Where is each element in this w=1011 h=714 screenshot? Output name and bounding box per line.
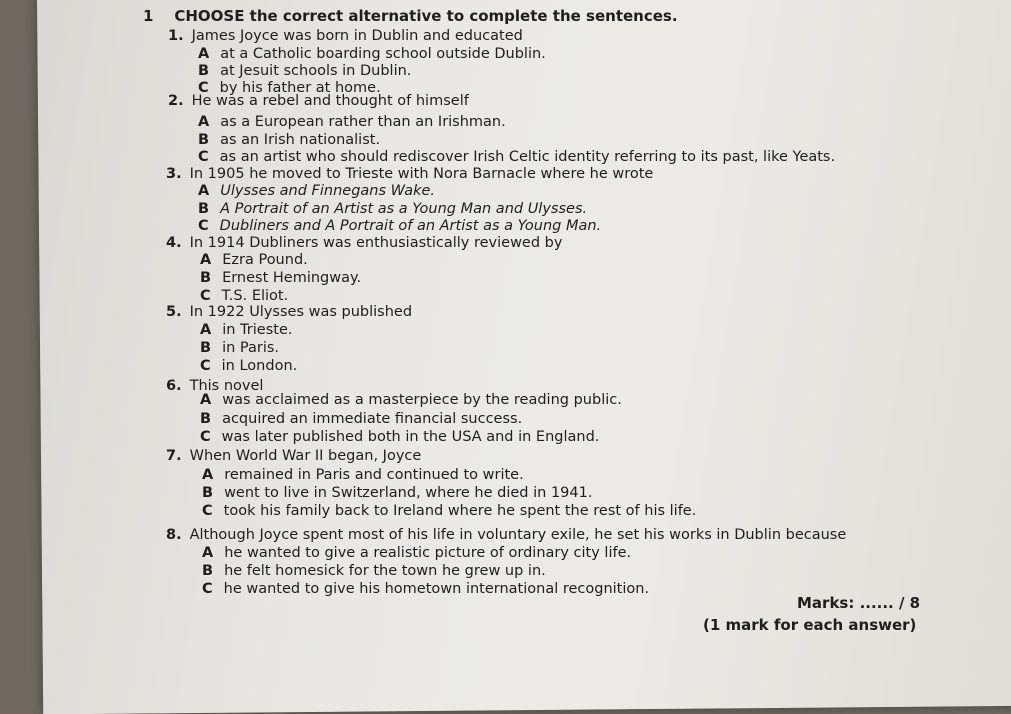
question-7-option-c	[202, 503, 696, 519]
option-text: was later published both in the USA and in England.	[221, 429, 600, 445]
question-number: 6.	[166, 378, 182, 394]
option-text: went to live in Switzerland, where he died in 1941.	[224, 485, 593, 501]
option-text: he felt homesick for the town he grew up in.	[224, 563, 546, 579]
question-5-option-c	[200, 358, 297, 374]
marks-label: Marks: ...... / 8	[797, 594, 921, 612]
question-3-option-c	[198, 218, 601, 234]
question-stem: This novel	[189, 378, 264, 394]
question-6-option-c	[200, 429, 599, 445]
option-text: in Trieste.	[222, 322, 293, 338]
option-letter: A	[200, 322, 212, 338]
question-stem: He was a rebel and thought of himself	[191, 93, 469, 109]
question-number: 8.	[166, 527, 182, 543]
question-4-option-b	[200, 270, 361, 286]
question-2	[168, 93, 469, 109]
question-1-option-a	[198, 46, 546, 62]
question-stem: James Joyce was born in Dublin and educated	[191, 28, 523, 44]
question-4	[166, 235, 562, 251]
question-8-option-c	[202, 581, 649, 597]
option-letter: B	[200, 340, 212, 356]
option-text: as a European rather than an Irishman.	[220, 114, 506, 130]
option-text: Ezra Pound.	[222, 252, 308, 268]
question-6-option-b	[200, 411, 522, 427]
question-2-option-a	[198, 114, 506, 130]
option-letter: B	[198, 63, 210, 79]
option-text: as an artist who should rediscover Irish Celtic identity referring to its past, like Yeats.	[219, 149, 836, 165]
question-number: 3.	[166, 166, 182, 182]
option-text: T.S. Eliot.	[221, 288, 289, 304]
option-text: he wanted to give a realistic picture of ordinary city life.	[224, 545, 632, 561]
option-letter: C	[202, 581, 213, 597]
option-text: was acclaimed as a masterpiece by the reading public.	[222, 392, 622, 408]
option-text: acquired an immediate financial success.	[222, 411, 523, 427]
question-number: 1.	[168, 28, 184, 44]
option-letter: B	[198, 201, 210, 217]
option-letter: B	[200, 411, 212, 427]
exercise-instruction: CHOOSE the correct alternative to complete the sentences.	[174, 7, 678, 25]
question-5	[166, 304, 412, 320]
question-3-option-b	[198, 201, 587, 217]
question-4-option-a	[200, 252, 308, 268]
question-5-option-a	[200, 322, 292, 338]
exercise-header	[143, 7, 678, 25]
question-stem: In 1922 Ulysses was published	[189, 304, 413, 320]
question-6-option-a	[200, 392, 622, 408]
option-letter: C	[200, 429, 211, 445]
option-letter: A	[198, 183, 210, 199]
option-text: Ernest Hemingway.	[222, 270, 362, 286]
option-text: took his family back to Ireland where he spent the rest of his life.	[223, 503, 697, 519]
question-stem: In 1914 Dubliners was enthusiastically reviewed by	[189, 235, 563, 251]
option-letter: B	[200, 270, 212, 286]
question-8	[166, 527, 846, 543]
question-3	[166, 166, 653, 182]
question-1-option-b	[198, 63, 411, 79]
option-letter: C	[198, 218, 209, 234]
option-letter: C	[198, 80, 209, 96]
option-text: in Paris.	[222, 340, 280, 356]
question-7	[166, 448, 421, 464]
question-stem: When World War II began, Joyce	[189, 448, 422, 464]
question-4-option-c	[200, 288, 288, 304]
question-7-option-a	[202, 467, 524, 483]
option-letter: B	[202, 485, 214, 501]
question-1	[168, 28, 523, 44]
question-stem: In 1905 he moved to Trieste with Nora Barnacle where he wrote	[189, 166, 654, 182]
option-text: at a Catholic boarding school outside Dublin.	[220, 46, 546, 62]
option-letter: B	[198, 132, 210, 148]
question-2-option-c	[198, 149, 835, 165]
option-letter: C	[202, 503, 213, 519]
option-letter: C	[200, 288, 211, 304]
question-2-option-b	[198, 132, 380, 148]
option-letter: A	[198, 46, 210, 62]
question-number: 2.	[168, 93, 184, 109]
option-letter: C	[198, 149, 209, 165]
option-text: at Jesuit schools in Dublin.	[220, 63, 412, 79]
option-letter: A	[198, 114, 210, 130]
option-text: Dubliners and A Portrait of an Artist as a Young Man.	[219, 218, 602, 234]
option-letter: A	[202, 545, 214, 561]
option-text: in London.	[221, 358, 298, 374]
option-letter: C	[200, 358, 211, 374]
option-text: A Portrait of an Artist as a Young Man and Ulysses.	[220, 201, 588, 217]
option-letter: A	[202, 467, 214, 483]
exercise-number: 1	[143, 7, 154, 25]
option-letter: B	[202, 563, 214, 579]
question-3-option-a	[198, 183, 435, 199]
question-5-option-b	[200, 340, 279, 356]
option-letter: A	[200, 252, 212, 268]
option-text: he wanted to give his hometown international recognition.	[223, 581, 650, 597]
question-number: 4.	[166, 235, 182, 251]
question-7-option-b	[202, 485, 592, 501]
marks-note: (1 mark for each answer)	[703, 616, 917, 634]
option-text: remained in Paris and continued to write.	[224, 467, 524, 483]
option-letter: A	[200, 392, 212, 408]
option-text: Ulysses and Finnegans Wake.	[220, 183, 436, 199]
question-number: 7.	[166, 448, 182, 464]
option-text: as an Irish nationalist.	[220, 132, 381, 148]
question-8-option-b	[202, 563, 546, 579]
question-8-option-a	[202, 545, 631, 561]
option-text: by his father at home.	[219, 80, 381, 96]
question-number: 5.	[166, 304, 182, 320]
question-stem: Although Joyce spent most of his life in voluntary exile, he set his works in Dublin because	[189, 527, 847, 543]
